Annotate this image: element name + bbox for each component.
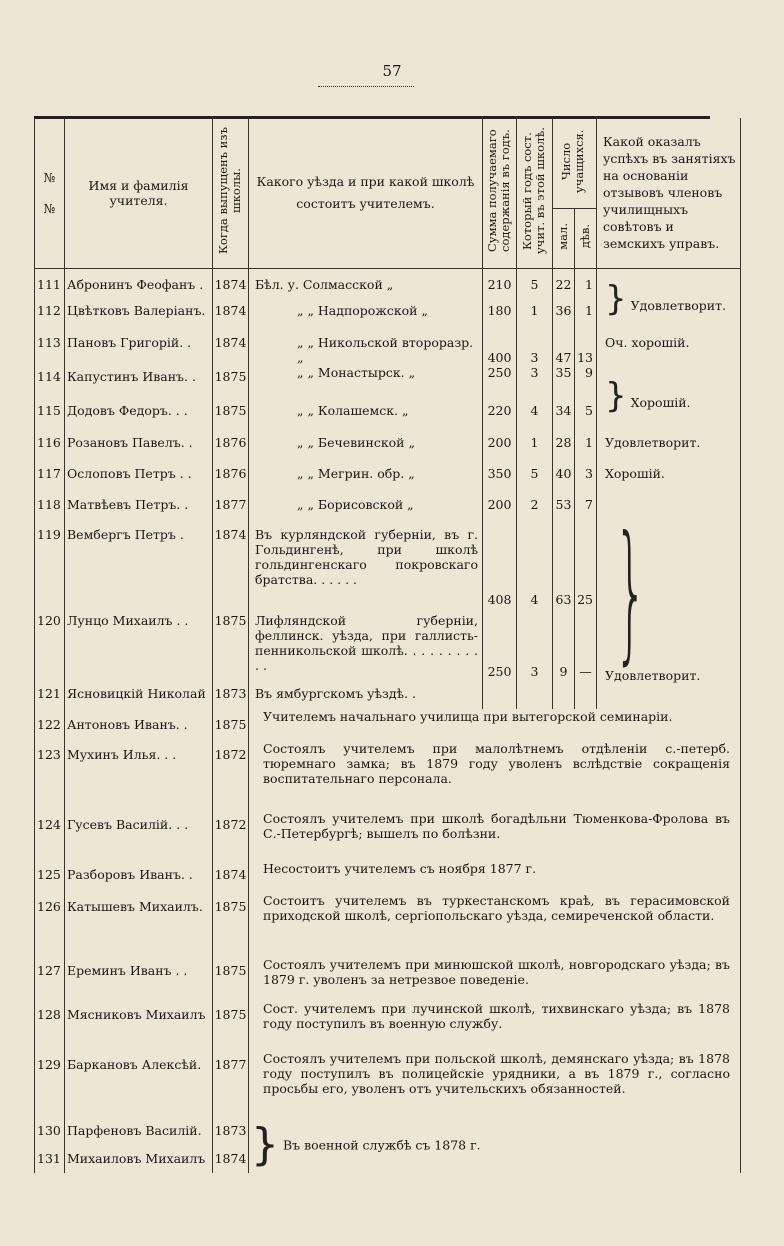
header-male-text: мал. bbox=[556, 223, 570, 250]
page-number-rule bbox=[318, 86, 414, 87]
row-name: Абронинъ Феофанъ . bbox=[65, 268, 213, 298]
row-remark: Состоялъ учителемъ при школѣ богадѣльни Тюменкова-Фролова въ С.-Петербургѣ; вышелъ по болѣзни. bbox=[249, 811, 741, 861]
brace-icon: } bbox=[614, 505, 648, 679]
row-no: 122 bbox=[35, 709, 65, 741]
row-female: 13 bbox=[575, 330, 597, 365]
row-name: Михаиловъ Михаилъ bbox=[65, 1145, 213, 1173]
row-year: 1874 bbox=[213, 268, 249, 298]
table-row bbox=[35, 1051, 741, 1117]
row-name: Мясниковъ Михаилъ bbox=[65, 1001, 213, 1051]
row-result: Хорошій. bbox=[597, 459, 741, 491]
row-male: 22 bbox=[553, 268, 575, 298]
row-no: 116 bbox=[35, 427, 65, 459]
header-salary-text: Сумма получаемаго содержанія въ годъ. bbox=[484, 129, 512, 253]
row-year: 1875 bbox=[213, 709, 249, 741]
table-row bbox=[35, 330, 741, 365]
row-name: Лунцо Михаилъ . . bbox=[65, 607, 213, 679]
row-remark: Въ военной службѣ съ 1878 г. bbox=[282, 1137, 481, 1153]
table-row bbox=[35, 957, 741, 1001]
row-district: „ „ Надпорожской „ bbox=[249, 298, 483, 330]
brace-icon: } bbox=[605, 279, 627, 320]
table-body bbox=[35, 268, 741, 1173]
row-year: 1875 bbox=[213, 365, 249, 395]
row-result: Удовлетворит. bbox=[597, 427, 741, 459]
row-name: Пановъ Григорій. . bbox=[65, 330, 213, 365]
row-no: 118 bbox=[35, 491, 65, 521]
header-which-year bbox=[517, 118, 553, 268]
row-remark: Состоялъ учителемъ при польской школѣ, демянскаго уѣзда; въ 1878 году поступилъ въ полицейскіе урядники, а въ 1879 г., согласно просьбы его, уволенъ отъ учительскихъ обязанностей. bbox=[249, 1051, 741, 1117]
row-male: 53 bbox=[553, 491, 575, 521]
row-no: 129 bbox=[35, 1051, 65, 1117]
row-result-group bbox=[597, 268, 741, 330]
row-year: 1874 bbox=[213, 861, 249, 893]
row-years: 5 bbox=[517, 459, 553, 491]
row-male: 34 bbox=[553, 395, 575, 427]
row-name: Вембергъ Петръ . bbox=[65, 521, 213, 607]
header-name: Имя и фамилія учителя. bbox=[65, 118, 213, 268]
row-male: 28 bbox=[553, 427, 575, 459]
row-salary: 180 bbox=[483, 298, 517, 330]
row-year: 1873 bbox=[213, 1117, 249, 1145]
teachers-table bbox=[34, 118, 741, 1173]
row-year: 1875 bbox=[213, 395, 249, 427]
row-female: 7 bbox=[575, 491, 597, 521]
row-female: 1 bbox=[575, 298, 597, 330]
row-remark: Несостоитъ учителемъ съ ноября 1877 г. bbox=[249, 861, 741, 893]
row-years: 1 bbox=[517, 298, 553, 330]
row-district: „ „ Мегрин. обр. „ bbox=[249, 459, 483, 491]
row-salary: 200 bbox=[483, 427, 517, 459]
row-no: 117 bbox=[35, 459, 65, 491]
row-district: „ „ Бечевинской „ bbox=[249, 427, 483, 459]
table-row bbox=[35, 893, 741, 957]
table-row bbox=[35, 861, 741, 893]
row-year: 1875 bbox=[213, 1001, 249, 1051]
row-male: 36 bbox=[553, 298, 575, 330]
row-male: 35 bbox=[553, 365, 575, 395]
brace-icon: } bbox=[251, 1119, 279, 1170]
table-row bbox=[35, 268, 741, 298]
row-name: Баркановъ Алексѣй. bbox=[65, 1051, 213, 1117]
row-years: 3 bbox=[517, 365, 553, 395]
row-year: 1874 bbox=[213, 521, 249, 607]
table-row bbox=[35, 491, 741, 521]
header-district: Какого уѣзда и при какой школѣ состоитъ учителемъ. bbox=[249, 118, 483, 268]
row-name: Разборовъ Иванъ. . bbox=[65, 861, 213, 893]
row-result-group bbox=[597, 491, 741, 709]
row-years: 1 bbox=[517, 427, 553, 459]
row-remark: Состоялъ учителемъ при малолѣтнемъ отдѣленіи с.-петерб. тюремнаго замка; въ 1879 году уволенъ вслѣдствіе сокращенія воспитательнаго персонала. bbox=[249, 741, 741, 811]
row-male: 47 bbox=[553, 330, 575, 365]
row-result: Удовлетворит. bbox=[630, 298, 726, 314]
row-year: 1875 bbox=[213, 893, 249, 957]
row-male: 63 bbox=[553, 521, 575, 607]
row-name: Ослоповъ Петръ . . bbox=[65, 459, 213, 491]
row-result: Оч. хорошій. bbox=[597, 330, 741, 365]
row-male: 40 bbox=[553, 459, 575, 491]
row-salary bbox=[483, 679, 517, 709]
row-salary: 250 bbox=[483, 365, 517, 395]
row-remark: Состоялъ учителемъ при минюшской школѣ, новгородскаго уѣзда; въ 1879 г. уволенъ за нетрезвое поведеніе. bbox=[249, 957, 741, 1001]
row-salary: 350 bbox=[483, 459, 517, 491]
row-remark: Состоитъ учителемъ въ туркестанскомъ краѣ, въ герасимовской приходской школѣ, сергіопольскаго уѣзда, семиреченской области. bbox=[249, 893, 741, 957]
row-name: Парфеновъ Василій. bbox=[65, 1117, 213, 1145]
row-remark: Сост. учителемъ при лучинской школѣ, тихвинскаго уѣзда; въ 1878 году поступилъ въ военную службу. bbox=[249, 1001, 741, 1051]
row-salary: 250 bbox=[483, 607, 517, 679]
header-success: Какой оказалъ успѣхъ въ занятіяхъ на основаніи отзывовъ членовъ училищныхъ совѣтовъ и земскихъ управъ. bbox=[597, 118, 741, 268]
row-no: 130 bbox=[35, 1117, 65, 1145]
row-year: 1872 bbox=[213, 741, 249, 811]
row-no: 114 bbox=[35, 365, 65, 395]
row-district: „ „ Колашемск. „ bbox=[249, 395, 483, 427]
table-row bbox=[35, 365, 741, 395]
row-district: „ „ Борисовской „ bbox=[249, 491, 483, 521]
row-name: Мухинъ Илья. . . bbox=[65, 741, 213, 811]
table-row bbox=[35, 427, 741, 459]
row-year: 1875 bbox=[213, 607, 249, 679]
row-name: Катышевъ Михаилъ. bbox=[65, 893, 213, 957]
row-year: 1872 bbox=[213, 811, 249, 861]
row-no: 113 bbox=[35, 330, 65, 365]
row-name: Ясновицкій Николай bbox=[65, 679, 213, 709]
row-years: 3 bbox=[517, 607, 553, 679]
row-name: Матвѣевъ Петръ. . bbox=[65, 491, 213, 521]
row-years bbox=[517, 679, 553, 709]
row-female: 25 bbox=[575, 521, 597, 607]
row-district: Въ ямбургскомъ уѣздѣ. . bbox=[249, 679, 483, 709]
row-district: Въ курляндской губерніи, въ г. Гольдингенѣ, при школѣ гольдингенскаго покровскаго братства. . . . . . bbox=[249, 521, 483, 607]
row-no: 128 bbox=[35, 1001, 65, 1051]
row-years: 5 bbox=[517, 268, 553, 298]
row-no: 115 bbox=[35, 395, 65, 427]
table-row bbox=[35, 811, 741, 861]
row-no: 120 bbox=[35, 607, 65, 679]
row-no: 124 bbox=[35, 811, 65, 861]
row-years: 4 bbox=[517, 521, 553, 607]
row-result: Удовлетворит. bbox=[605, 668, 701, 683]
row-female: 3 bbox=[575, 459, 597, 491]
row-no: 123 bbox=[35, 741, 65, 811]
row-salary: 408 bbox=[483, 521, 517, 607]
row-female: 1 bbox=[575, 268, 597, 298]
row-salary: 200 bbox=[483, 491, 517, 521]
header-salary bbox=[483, 118, 517, 268]
header-no bbox=[35, 118, 65, 268]
row-year: 1876 bbox=[213, 427, 249, 459]
row-remark-group bbox=[249, 1117, 741, 1173]
row-year: 1874 bbox=[213, 1145, 249, 1173]
table-row bbox=[35, 1001, 741, 1051]
row-no: 121 bbox=[35, 679, 65, 709]
row-no: 111 bbox=[35, 268, 65, 298]
row-name: Розановъ Павелъ. . bbox=[65, 427, 213, 459]
row-year: 1874 bbox=[213, 298, 249, 330]
brace-icon: } bbox=[605, 376, 627, 416]
row-district: „ „ Монастырск. „ bbox=[249, 365, 483, 395]
row-name: Цвѣтковъ Валеріанъ. bbox=[65, 298, 213, 330]
header-female-text: дѣв. bbox=[578, 224, 592, 249]
row-salary: 400 bbox=[483, 330, 517, 365]
header-count-text: Число учащихся. bbox=[558, 129, 586, 193]
row-name: Гусевъ Василій. . . bbox=[65, 811, 213, 861]
row-no: 125 bbox=[35, 861, 65, 893]
table-row bbox=[35, 1117, 741, 1145]
row-female: 5 bbox=[575, 395, 597, 427]
row-salary: 220 bbox=[483, 395, 517, 427]
table-row bbox=[35, 741, 741, 811]
row-year: 1877 bbox=[213, 1051, 249, 1117]
row-male: 9 bbox=[553, 607, 575, 679]
row-result-group bbox=[597, 365, 741, 427]
row-result: Хорошій. bbox=[630, 395, 691, 410]
row-years: 3 bbox=[517, 330, 553, 365]
header-female bbox=[575, 208, 597, 268]
row-year: 1875 bbox=[213, 957, 249, 1001]
row-district: Бѣл. у. Солмасской „ bbox=[249, 268, 483, 298]
row-years: 2 bbox=[517, 491, 553, 521]
row-year: 1874 bbox=[213, 330, 249, 365]
header-count bbox=[553, 118, 597, 208]
row-district: Лифляндской губерніи, феллинск. уѣзда, при галлисть-пенникольской школѣ. . . . . . . . . . . bbox=[249, 607, 483, 679]
row-no: 131 bbox=[35, 1145, 65, 1173]
row-name: Додовъ Федоръ. . . bbox=[65, 395, 213, 427]
row-name: Антоновъ Иванъ. . bbox=[65, 709, 213, 741]
row-female: — bbox=[575, 607, 597, 679]
header-which-year-text: Который годъ сост. учит. въ этой школѣ. bbox=[519, 127, 547, 255]
row-year: 1876 bbox=[213, 459, 249, 491]
row-salary: 210 bbox=[483, 268, 517, 298]
row-no: 126 bbox=[35, 893, 65, 957]
row-no: 112 bbox=[35, 298, 65, 330]
row-no: 127 bbox=[35, 957, 65, 1001]
header-year-text: Когда выпущенъ изъ школы. bbox=[215, 127, 243, 255]
row-female: 9 bbox=[575, 365, 597, 395]
row-years: 4 bbox=[517, 395, 553, 427]
row-remark: Учителемъ начальнаго училища при вытегорской семинаріи. bbox=[249, 709, 741, 741]
row-name: Капустинъ Иванъ. . bbox=[65, 365, 213, 395]
row-male bbox=[553, 679, 575, 709]
table-row bbox=[35, 459, 741, 491]
row-female bbox=[575, 679, 597, 709]
page-number: 57 bbox=[382, 62, 402, 80]
row-female: 1 bbox=[575, 427, 597, 459]
header-year bbox=[213, 118, 249, 268]
table-row bbox=[35, 709, 741, 741]
header-male bbox=[553, 208, 575, 268]
header-no-top: № bbox=[43, 169, 56, 185]
row-year: 1873 bbox=[213, 679, 249, 709]
row-name: Ереминъ Иванъ . . bbox=[65, 957, 213, 1001]
header-no-bottom: № bbox=[43, 200, 56, 216]
row-year: 1877 bbox=[213, 491, 249, 521]
row-no: 119 bbox=[35, 521, 65, 607]
row-district: „ „ Никольской второразр. „ bbox=[249, 330, 483, 365]
table-header bbox=[35, 118, 741, 268]
